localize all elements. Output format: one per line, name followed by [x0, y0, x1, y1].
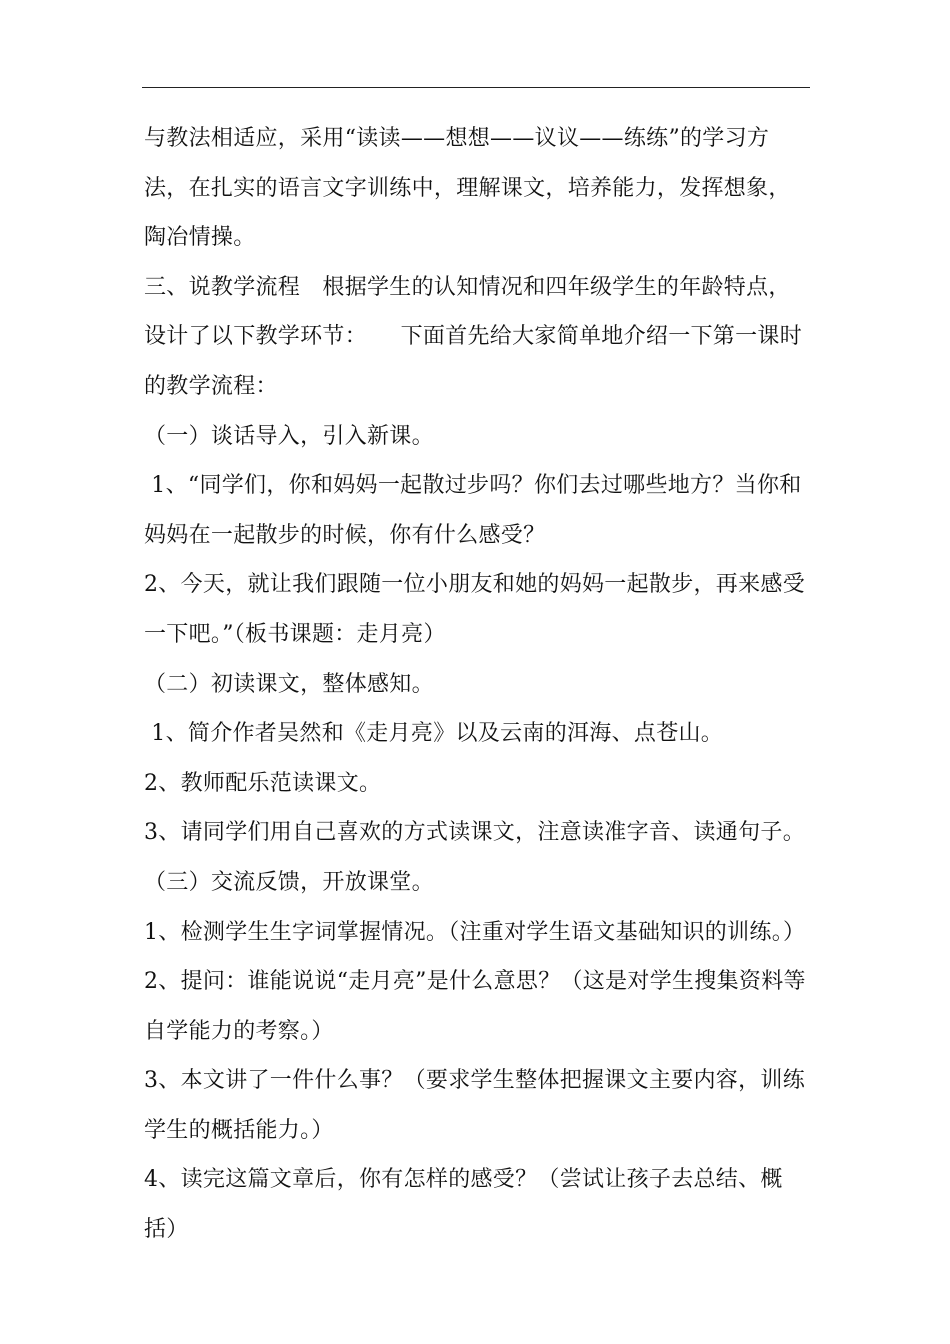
paragraph-teaching-method: 与教法相适应，采用“读读——想想——议议——练练”的学习方法，在扎实的语言文字训练中，理解课文，培养能力，发挥想象，陶冶情操。 [144, 126, 791, 251]
header-divider [142, 87, 810, 88]
paragraph-step-one-item-1: 1、“同学们，你和妈妈一起散过步吗？你们去过哪些地方？当你和妈妈在一起散步的时候，你有什么感受？ [144, 473, 802, 548]
paragraph-step-two-heading: （二）初读课文，整体感知。 [144, 671, 434, 697]
paragraph-step-two-item-2: 2、教师配乐范读课文。 [144, 770, 382, 796]
paragraph-step-three-item-3: 3、本文讲了一件什么事？（要求学生整体把握课文主要内容，训练学生的概括能力。） [144, 1068, 805, 1143]
paragraph-step-one-heading: （一）谈话导入，引入新课。 [144, 423, 434, 449]
document-body [144, 114, 812, 1255]
paragraph-step-two-item-3: 3、请同学们用自己喜欢的方式读课文，注意读准字音、读通句子。 [144, 820, 805, 846]
paragraph-section-three-heading: 三、说教学流程 根据学生的认知情况和四年级学生的年龄特点，设计了以下教学环节： 下面首先给大家简单地介绍一下第一课时的教学流程： [144, 274, 803, 399]
paragraph-step-three-item-2: 2、提问：谁能说说“走月亮”是什么意思？（这是对学生搜集资料等自学能力的考察。） [144, 969, 806, 1044]
paragraph-step-three-item-4: 4、读完这篇文章后，你有怎样的感受？（尝试让孩子去总结、概括） [144, 1167, 783, 1243]
paragraph-step-three-item-1: 1、检测学生生字词掌握情况。（注重对学生语文基础知识的训练。） [144, 919, 806, 945]
paragraph-step-two-item-1: 1、简介作者吴然和《走月亮》以及云南的洱海、点苍山。 [144, 721, 724, 747]
paragraph-step-one-item-2: 2、今天，就让我们跟随一位小朋友和她的妈妈一起散步，再来感受一下吧。”（板书课题：走月亮） [144, 572, 805, 647]
paragraph-step-three-heading: （三）交流反馈，开放课堂。 [144, 869, 434, 895]
